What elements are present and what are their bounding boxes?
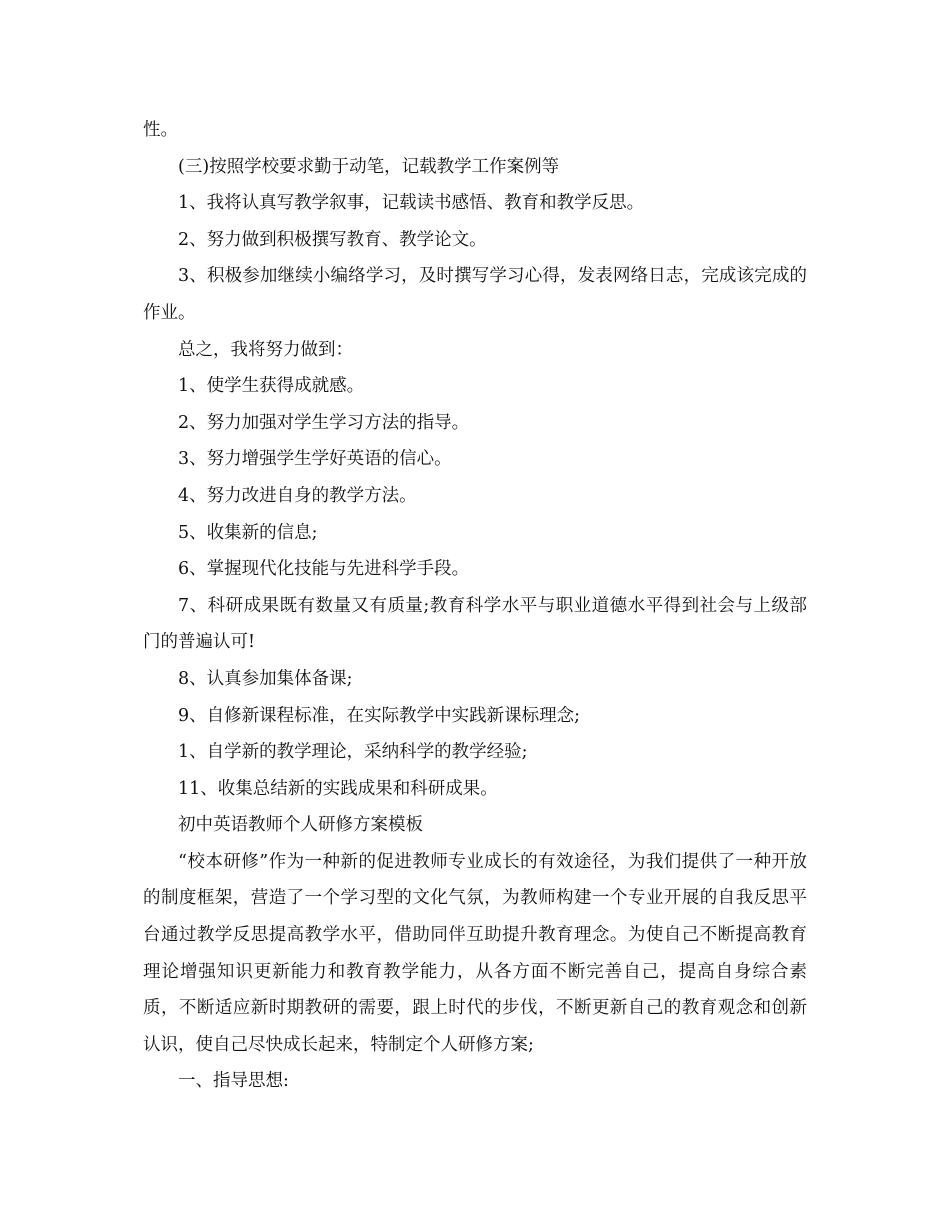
list-item: 5、收集新的信息; bbox=[178, 522, 318, 543]
paragraph: 总之，我将努力做到： bbox=[178, 339, 353, 360]
list-item: 6、掌握现代化技能与先进科学手段。 bbox=[178, 559, 470, 580]
list-item: 1、我将认真写教学叙事，记载读书感悟、教育和教学反思。 bbox=[178, 193, 645, 214]
list-item: 4、努力改进自身的教学方法。 bbox=[178, 485, 417, 506]
document-title: 初中英语教师个人研修方案模板 bbox=[178, 815, 423, 836]
document-body bbox=[143, 112, 807, 1100]
list-item: 7、科研成果既有数量又有质量;教育科学水平与职业道德水平得到社会与上级部门的普遍认可! bbox=[143, 595, 807, 653]
list-item: 2、努力做到积极撰写教育、教学论文。 bbox=[178, 229, 487, 250]
section-heading: (三)按照学校要求勤于动笔，记载教学工作案例等 bbox=[178, 156, 560, 177]
list-item: 8、认真参加集体备课; bbox=[178, 668, 353, 689]
paragraph: 性。 bbox=[143, 120, 178, 140]
section-heading: 一、指导思想: bbox=[178, 1071, 289, 1092]
list-item: 3、努力增强学生学好英语的信心。 bbox=[178, 449, 452, 470]
list-item: 3、积极参加继续小编络学习，及时撰写学习心得，发表网络日志，完成该完成的作业。 bbox=[143, 266, 807, 323]
paragraph: “校本研修”作为一种新的促进教师专业成长的有效途径，为我们提供了一种开放的制度框架，营造了一个学习型的文化气氛，为教师构建一个专业开展的自我反思平台通过教学反思提高教学水平，借助同伴互助提升教育理念。为使自己不断提高教育理论增强知识更新能力和教育教学能力，从各方面不断完善自己，提高自身综合素质，不断适应新时期教研的需要，跟上时代的步伐，不断更新自己的教育观念和创新认识，使自己尽快成长起来，特制定个人研修方案; bbox=[143, 851, 807, 1055]
list-item: 9、自修新课程标准，在实际教学中实践新课标理念; bbox=[178, 705, 581, 726]
list-item: 1、使学生获得成就感。 bbox=[178, 376, 365, 397]
list-item: 11、收集总结新的实践成果和科研成果。 bbox=[178, 778, 498, 799]
list-item: 1、自学新的教学理论，采纳科学的教学经验; bbox=[178, 742, 528, 763]
list-item: 2、努力加强对学生学习方法的指导。 bbox=[178, 412, 470, 433]
